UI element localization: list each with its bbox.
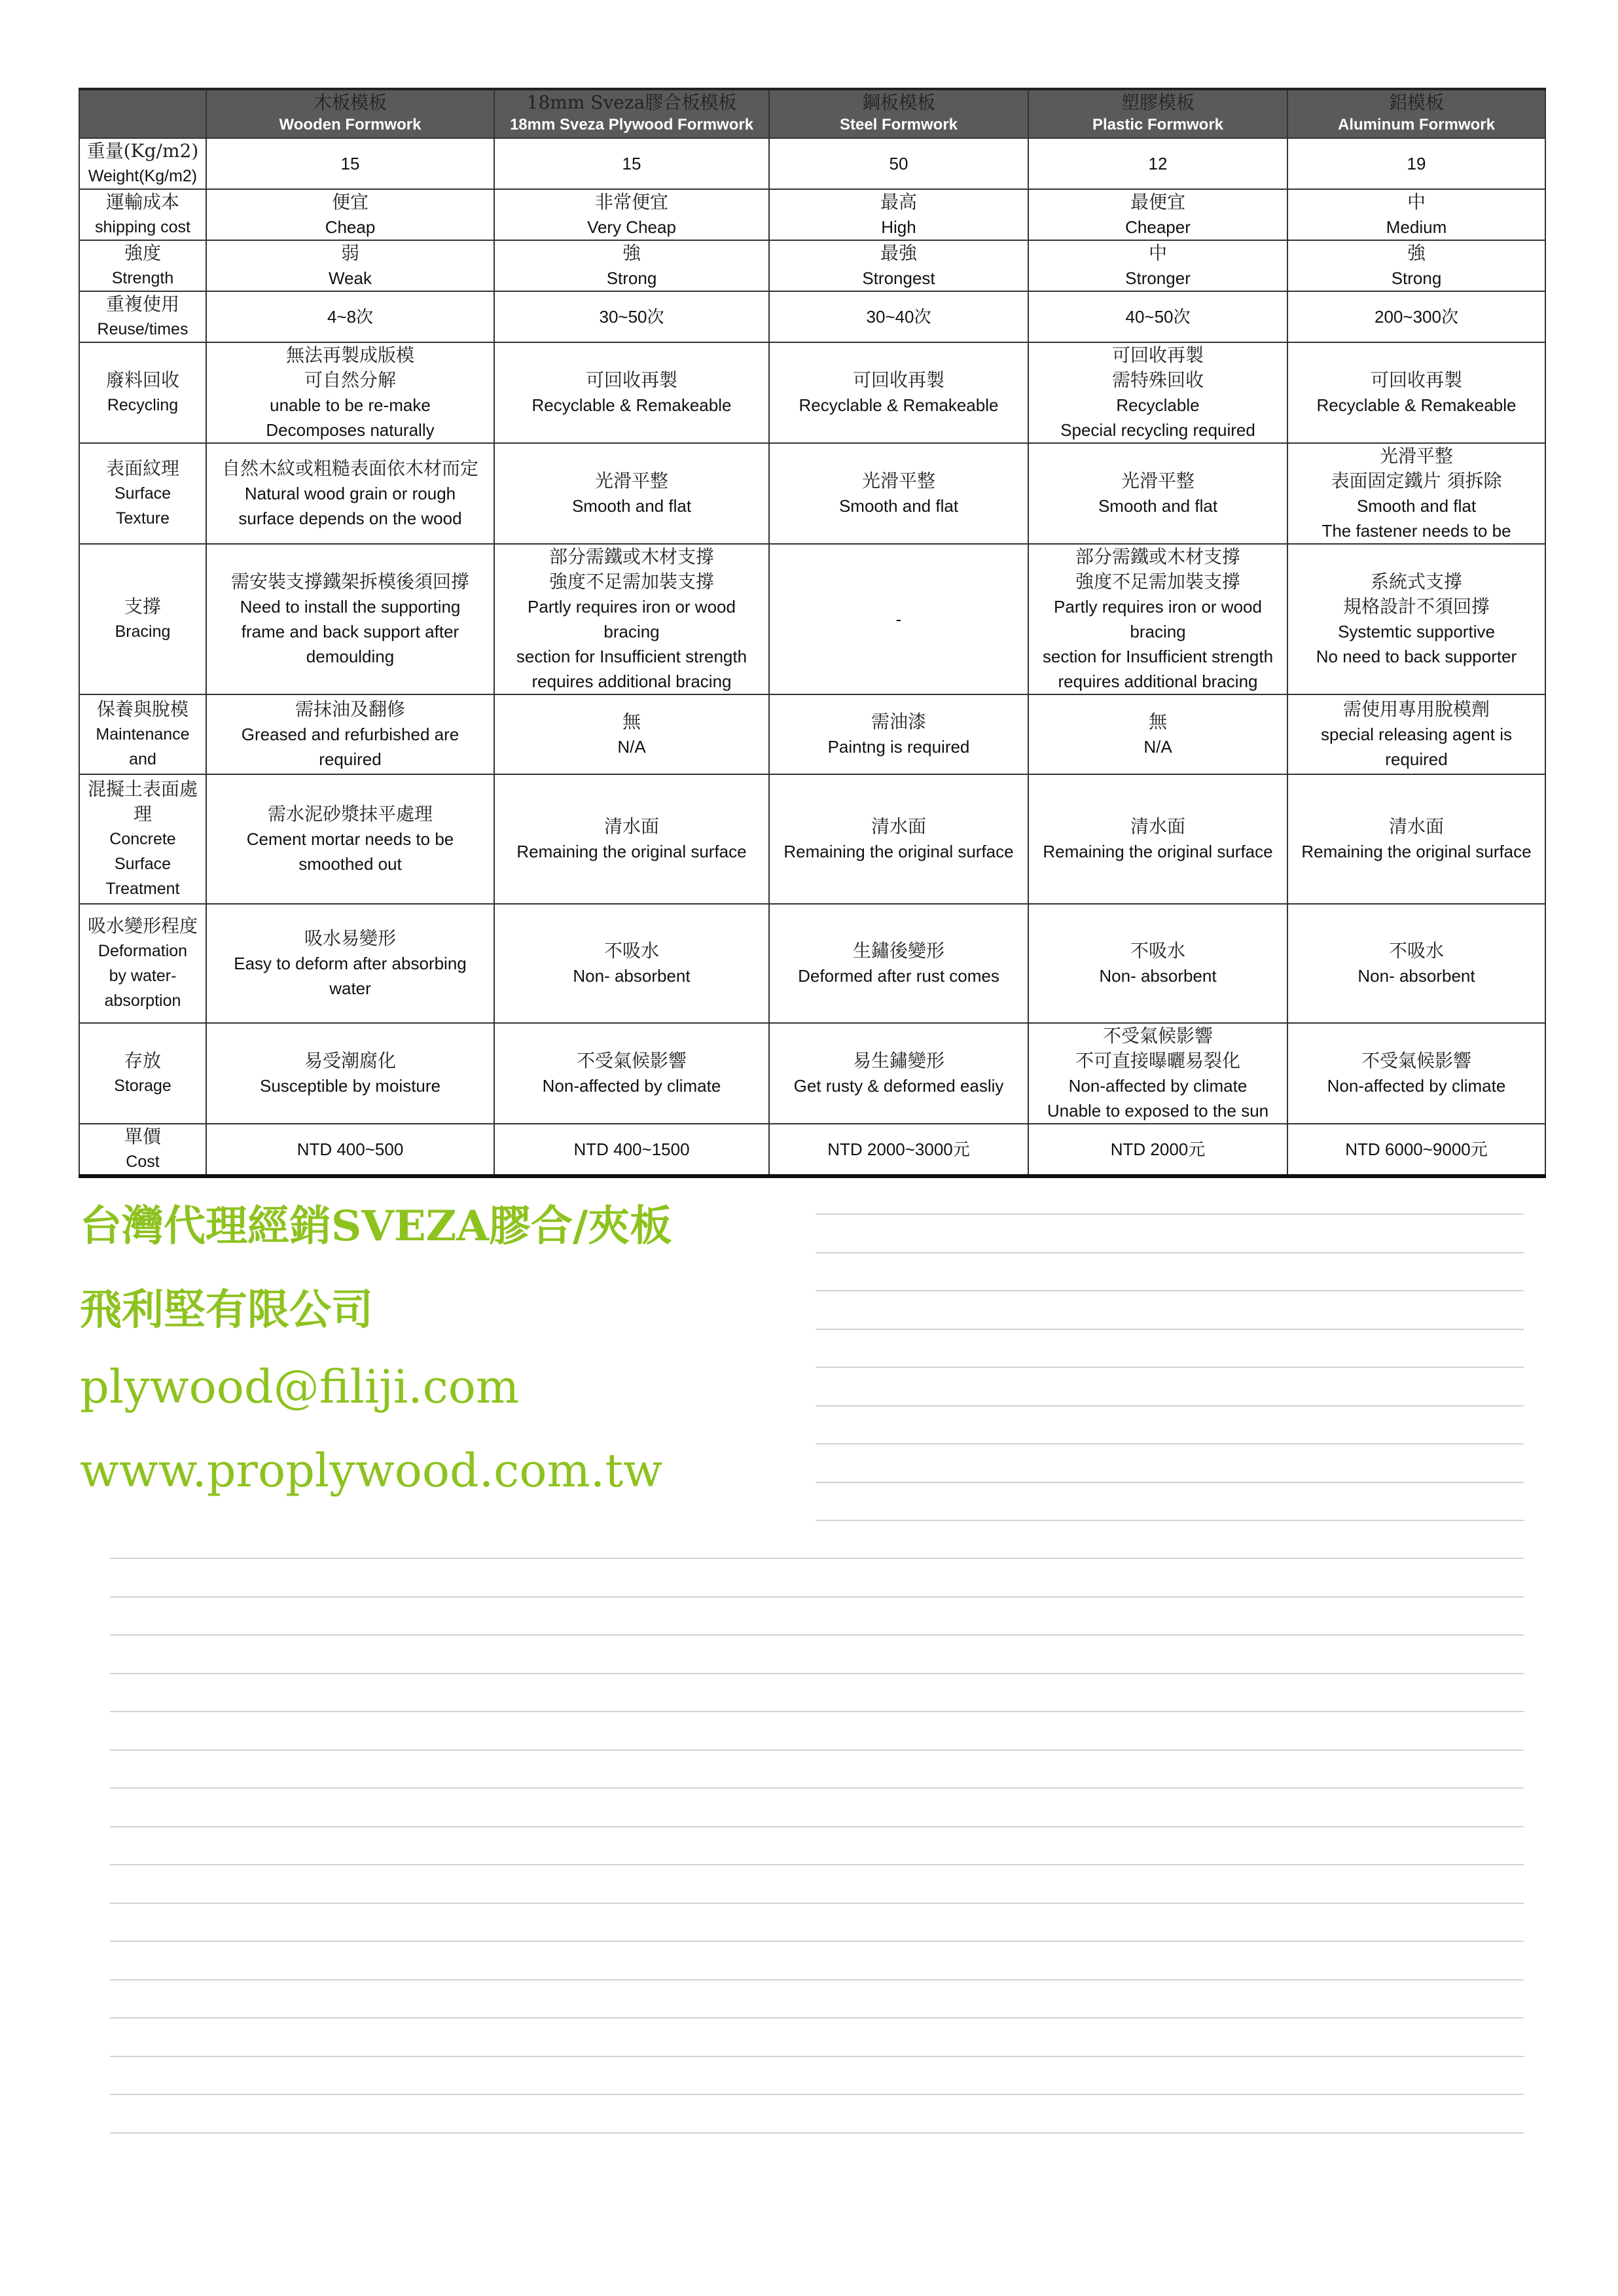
row-header-line: 支撐 [124,596,161,617]
table-cell [1028,544,1287,694]
row-header [79,1124,206,1176]
row-header-line: Strength [111,269,174,287]
cell-line: demoulding [306,647,395,666]
note-line [110,2094,1524,2095]
cell-line: requires additional bracing [1058,672,1258,691]
table-cell [206,1023,494,1124]
row-header [79,342,206,443]
cell-line: NTD 2000~3000元 [827,1139,970,1159]
cell-line: 可回收再製 [1111,344,1204,366]
cell-line: Smooth and flat [1356,496,1477,516]
header-corner [79,89,206,138]
column-header [494,89,769,138]
column-header-en: Plastic Formwork [1092,116,1224,134]
table-cell [206,443,494,544]
row-header [79,694,206,774]
cell-line: 易生鏽變形 [852,1050,944,1071]
cell-line: Weak [329,268,372,288]
note-line [110,1711,1524,1712]
table-cell [1028,443,1287,544]
column-header-zh: 鋁模板 [1388,92,1444,113]
row-header-line: shipping cost [95,218,190,236]
row-header-line: Texture [116,509,170,528]
cell-line: section for Insufficient strength [516,647,747,666]
cell-line: 部分需鐵或木材支撐 [1075,546,1240,567]
note-line [110,1864,1524,1865]
cell-line: NTD 2000元 [1110,1139,1206,1159]
column-header-en: Aluminum Formwork [1337,116,1495,134]
cell-line: water [329,978,371,998]
cell-line: 15 [340,154,360,173]
cell-line: 無法再製成版模 [285,344,414,366]
cell-line: 12 [1148,154,1168,173]
note-line [110,1558,1524,1559]
row-header-line: 單價 [124,1126,161,1147]
table-cell [1287,774,1545,904]
cell-line: 光滑平整 [861,470,935,492]
note-line [816,1252,1524,1253]
row-header-line: 重複使用 [105,293,179,315]
row-header-line: Surface [114,855,171,873]
column-header-en: Wooden Formwork [279,116,422,134]
cell-line: 無 [622,711,641,732]
cell-line: Strong [606,268,657,288]
table-cell [206,1124,494,1176]
cell-line: bracing [603,622,660,641]
cell-line: 4~8次 [327,307,374,327]
row-header-line: Concrete [109,830,176,848]
cell-line: High [881,217,916,237]
note-line [110,2017,1524,2018]
row-header-line: Deformation [98,942,188,960]
table-cell [1028,240,1287,291]
table-cell [494,443,769,544]
table-cell [769,443,1028,544]
cell-line: Susceptible by moisture [259,1076,441,1096]
cell-line: Non-affected by climate [1327,1076,1506,1096]
row-header [79,189,206,240]
cell-line: 不吸水 [1130,940,1185,961]
cell-line: 易受潮腐化 [304,1050,396,1071]
cell-line: 不吸水 [603,940,659,961]
cell-line: frame and back support after [241,622,459,641]
website-link[interactable]: www.proplywood.com.tw [80,1444,663,1498]
cell-line: section for Insufficient strength [1042,647,1274,666]
cell-line: Systemtic supportive [1338,622,1495,641]
table-cell [1287,240,1545,291]
cell-line: N/A [1143,737,1172,757]
row-header-line: Weight(Kg/m2) [88,167,198,185]
cell-line: Deformed after rust comes [798,966,999,986]
cell-line: 自然木紋或粗糙表面依木材而定 [221,457,478,479]
table-cell [1028,694,1287,774]
column-header [769,89,1028,138]
table-cell [206,189,494,240]
row-header-line: and [129,750,156,768]
table-row [79,544,1545,694]
note-line [816,1213,1524,1215]
cell-line: NTD 400~500 [297,1139,404,1159]
table-cell [206,774,494,904]
cell-line: 40~50次 [1125,307,1191,327]
table-cell [1028,904,1287,1023]
cell-line: 強 [1407,242,1426,264]
row-header-line: 理 [133,803,152,825]
row-header [79,138,206,189]
cell-line: 不可直接曝曬易裂化 [1075,1050,1240,1071]
note-line [816,1290,1524,1291]
table-cell [1287,443,1545,544]
cell-line: Greased and refurbished are [241,725,459,744]
cell-line: Cheaper [1125,217,1191,237]
cell-line: 中 [1148,242,1167,264]
table-row [79,904,1545,1023]
table-row [79,342,1545,443]
cell-line: bracing [1130,622,1186,641]
note-line [110,1941,1524,1942]
table-cell [769,240,1028,291]
table-cell [1028,1124,1287,1176]
cell-line: Remaining the original surface [516,842,747,861]
column-header [206,89,494,138]
table-body [79,138,1545,1176]
cell-line: 清水面 [603,816,659,837]
note-line [110,1634,1524,1636]
note-line [110,1903,1524,1904]
cell-line: N/A [617,737,646,757]
row-header [79,774,206,904]
table-cell [1028,291,1287,342]
table-cell [494,544,769,694]
cell-line: 不受氣候影響 [1361,1050,1471,1071]
cell-line: smoothed out [298,854,402,874]
note-line [110,1673,1524,1674]
cell-line: Smooth and flat [1098,496,1218,516]
cell-line: Partly requires iron or wood [1054,597,1262,617]
cell-line: 非常便宜 [594,191,668,213]
table-cell [1287,544,1545,694]
cell-line: Non- absorbent [573,966,691,986]
cell-line: 可回收再製 [585,369,677,391]
cell-line: 生鏽後變形 [852,940,944,961]
cell-line: 最便宜 [1130,191,1185,213]
cell-line: unable to be re-make [270,395,431,415]
row-header [79,443,206,544]
cell-line: NTD 400~1500 [573,1139,690,1159]
cell-line: 部分需鐵或木材支撐 [548,546,714,567]
table-cell [1287,904,1545,1023]
cell-line: Remaining the original surface [1301,842,1532,861]
cell-line: 便宜 [331,191,369,213]
table-cell [769,774,1028,904]
row-header-line: Reuse/times [97,320,189,338]
row-header [79,904,206,1023]
column-header [1287,89,1545,138]
table-row [79,694,1545,774]
note-line [110,1787,1524,1789]
cell-line: Partly requires iron or wood [528,597,736,617]
row-header-line: Cost [126,1153,160,1171]
cell-line: 最強 [880,242,917,264]
note-line [816,1443,1524,1444]
cell-line: 不受氣候影響 [1102,1025,1213,1047]
table-cell [769,189,1028,240]
cell-line: Non-affected by climate [542,1076,721,1096]
cell-line: 清水面 [1388,816,1444,837]
cell-line: required [1385,749,1448,769]
cell-line: 清水面 [871,816,926,837]
table-cell [494,694,769,774]
column-header-en: Steel Formwork [839,116,958,134]
table-cell [1028,342,1287,443]
note-line [816,1367,1524,1368]
table-cell [494,138,769,189]
cell-line: 50 [889,154,908,173]
table-cell [206,342,494,443]
row-header-line: 存放 [124,1050,161,1071]
table-cell [1287,694,1545,774]
note-line [110,1749,1524,1751]
table-cell [494,1124,769,1176]
cell-line: The fastener needs to be [1321,521,1511,541]
cell-line: 30~50次 [599,307,664,327]
row-header-line: Recycling [107,396,179,414]
row-header [79,544,206,694]
cell-line: 最高 [880,191,917,213]
cell-line: Very Cheap [587,217,676,237]
cell-line: Decomposes naturally [266,420,435,440]
cell-line: required [319,749,382,769]
cell-line: Recyclable [1116,395,1200,415]
table-row [79,240,1545,291]
note-line [110,1979,1524,1981]
table-row [79,1124,1545,1176]
row-header-line: Bracing [115,622,171,641]
table-row [79,443,1545,544]
cell-line: Strongest [862,268,935,288]
table-cell [206,904,494,1023]
column-header-zh: 鋼板模板 [861,92,935,113]
cell-line: 15 [622,154,641,173]
column-header-zh: 塑膠模板 [1121,92,1195,113]
note-line [110,2056,1524,2057]
table-row [79,138,1545,189]
cell-line: Get rusty & deformed easliy [793,1076,1004,1096]
table-cell [494,774,769,904]
row-header [79,291,206,342]
table-row [79,291,1545,342]
cell-line: Strong [1391,268,1442,288]
cell-line: 需油漆 [871,711,926,732]
cell-line: 需使用專用脫模劑 [1342,698,1490,720]
table-cell [769,291,1028,342]
cell-line: Easy to deform after absorbing [234,954,467,973]
table-cell [494,904,769,1023]
table-cell [1287,138,1545,189]
row-header-line: 保養與脫模 [96,698,189,720]
note-line [816,1482,1524,1483]
table-cell [206,694,494,774]
row-header-line: 運輸成本 [105,191,179,213]
row-header-line: 吸水變形程度 [87,915,198,937]
cell-line: 清水面 [1130,816,1185,837]
cell-line: 不吸水 [1388,940,1444,961]
cell-line: 30~40次 [866,307,931,327]
table-cell [769,694,1028,774]
cell-line: 規格設計不須回撐 [1342,596,1490,617]
note-line [816,1520,1524,1521]
table-cell [1287,342,1545,443]
table-cell [1287,1023,1545,1124]
cell-line: 需特殊回收 [1111,369,1204,391]
table-cell [769,342,1028,443]
cell-line: 弱 [340,242,359,264]
cell-line: Remaining the original surface [783,842,1014,861]
cell-line: Cement mortar needs to be [246,829,454,849]
cell-line: Medium [1386,217,1447,237]
cell-line: Non-affected by climate [1068,1076,1248,1096]
table-cell [769,1124,1028,1176]
row-header-line: 廢料回收 [105,369,179,391]
cell-line: 19 [1407,154,1426,173]
cell-line: 光滑平整 [1121,470,1195,492]
company-name: 飛利堅有限公司 [80,1285,373,1335]
cell-line: Non- absorbent [1357,966,1475,986]
cell-line: 可回收再製 [1370,369,1462,391]
row-header-line: 重量(Kg/m2) [86,140,199,162]
cell-line: Recyclable & Remakeable [799,395,999,415]
column-header-en: 18mm Sveza Plywood Formwork [509,116,754,134]
row-header-line: Storage [114,1077,171,1095]
cell-line: 吸水易變形 [304,927,396,949]
cell-line: Need to install the supporting [240,597,461,617]
cell-line: 表面固定鐵片 須拆除 [1331,470,1502,492]
cell-line: NTD 6000~9000元 [1345,1139,1488,1159]
row-header-line: Surface [114,484,171,503]
cell-line: No need to back supporter [1316,647,1517,666]
table-header-row [79,89,1545,138]
cell-line: Smooth and flat [838,496,959,516]
table-cell [1028,774,1287,904]
cell-line: 強 [622,242,641,264]
cell-line: Non- absorbent [1099,966,1217,986]
cell-line: Cheap [325,217,376,237]
table-cell [769,904,1028,1023]
note-line [110,2132,1524,2134]
cell-line: Special recycling required [1060,420,1255,440]
cell-line: Stronger [1125,268,1191,288]
table-cell [769,544,1028,694]
cell-line: special releasing agent is [1321,725,1512,744]
cell-line: - [895,609,902,629]
column-header-zh: 木板模板 [313,92,387,113]
cell-line: Unable to exposed to the sun [1047,1101,1269,1121]
table-cell [494,342,769,443]
cell-line: 無 [1148,711,1167,732]
row-header [79,240,206,291]
cell-line: requires additional bracing [531,672,732,691]
table-cell [1028,138,1287,189]
table-cell [494,240,769,291]
cell-line: 強度不足需加裝支撐 [548,571,714,592]
agent-title: 台灣代理經銷SVEZA膠合/夾板 [80,1202,672,1251]
table-row [79,774,1545,904]
row-header [79,1023,206,1124]
table-cell [494,1023,769,1124]
table-cell [206,544,494,694]
cell-line: 中 [1407,191,1426,213]
note-line [816,1405,1524,1407]
cell-line: Recyclable & Remakeable [1316,395,1517,415]
column-header [1028,89,1287,138]
table-cell [769,1023,1028,1124]
cell-line: 光滑平整 [594,470,668,492]
cell-line: surface depends on the wood [238,509,462,528]
cell-line: 需安裝支撐鐵架拆模後須回撐 [230,571,469,592]
cell-line: Natural wood grain or rough [244,484,456,503]
row-header-line: absorption [104,992,181,1010]
cell-line: 需抹油及翻修 [295,698,405,720]
table-cell [1287,1124,1545,1176]
table-cell [1028,1023,1287,1124]
table-cell [494,291,769,342]
cell-line: 強度不足需加裝支撐 [1075,571,1240,592]
comparison-table [79,88,1546,1178]
cell-line: 200~300次 [1375,307,1458,327]
table-row [79,1023,1545,1124]
cell-line: Remaining the original surface [1043,842,1273,861]
row-header-line: Maintenance [96,725,190,744]
row-header-line: 混擬土表面處 [87,778,198,800]
table-cell [1287,189,1545,240]
cell-line: 需水泥砂漿抹平處理 [267,803,433,825]
row-header-line: 強度 [124,242,161,264]
cell-line: 不受氣候影響 [576,1050,687,1071]
note-line [110,1826,1524,1827]
table-row [79,189,1545,240]
row-header-line: Treatment [105,880,180,898]
table-cell [206,291,494,342]
cell-line: 光滑平整 [1379,445,1453,467]
column-header-zh: 18mm Sveza膠合板模板 [526,92,737,113]
cell-line: Recyclable & Remakeable [531,395,732,415]
row-header-line: by water- [109,967,177,985]
cell-line: 可自然分解 [304,369,396,391]
table-cell [206,138,494,189]
contact-email[interactable]: plywood@filiji.com [80,1360,520,1414]
table-cell [1287,291,1545,342]
cell-line: 系統式支撐 [1370,571,1462,592]
note-line [110,1596,1524,1598]
cell-line: Smooth and flat [571,496,692,516]
row-header-line: 表面紋理 [105,457,179,479]
cell-line: 可回收再製 [852,369,944,391]
cell-line: Paintng is required [827,737,970,757]
table-cell [494,189,769,240]
table-cell [769,138,1028,189]
table-cell [206,240,494,291]
note-line [816,1329,1524,1330]
table-cell [1028,189,1287,240]
